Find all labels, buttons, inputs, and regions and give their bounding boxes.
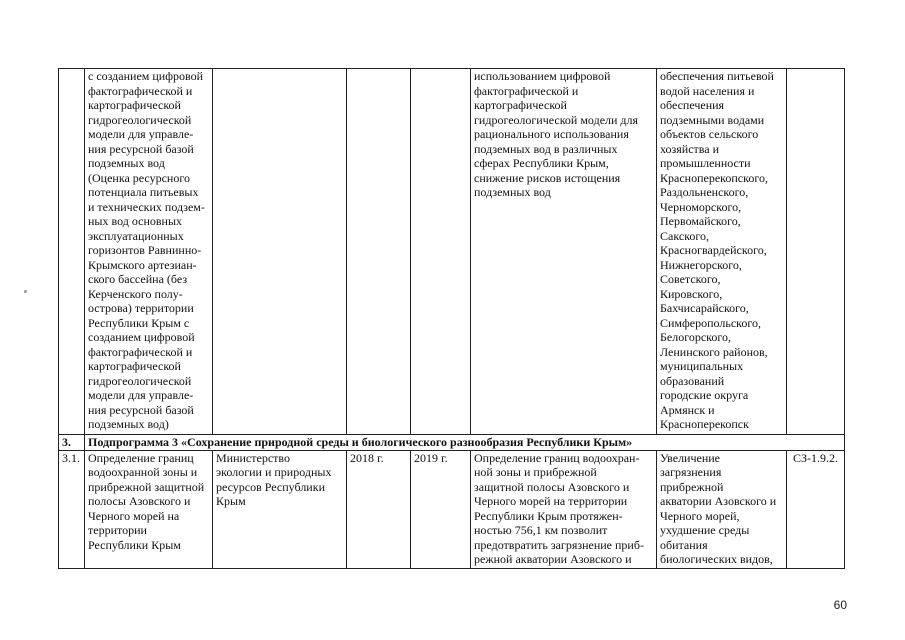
cell-num: 3.1. — [59, 450, 85, 568]
cell-indicator — [787, 69, 845, 435]
table-row — [59, 69, 845, 435]
cell-executor — [213, 69, 347, 435]
cell-start — [347, 69, 411, 435]
page-number: 60 — [833, 598, 847, 612]
cell-consequence: Увеличение загрязнения прибрежной акватории Азовского и Черного морей, ухудшение среды обитания биологических видов, — [657, 450, 787, 568]
cell-end — [411, 69, 471, 435]
table-row — [59, 450, 845, 568]
cell-start: 2018 г. — [347, 450, 411, 568]
program-measures-table — [58, 68, 845, 569]
scan-speck — [24, 290, 27, 293]
cell-executor: Министерство экологии и природных ресурсов Республики Крым — [213, 450, 347, 568]
cell-end: 2019 г. — [411, 450, 471, 568]
cell-expected-result: Определение границ водоохран- ной зоны и прибрежной защитной полосы Азовского и Черного морей на территории Республики Крым протяжен- ностью 756,1 км позволит предотвратить загрязнение приб- режной акватории Азовского и — [471, 450, 657, 568]
cell-num — [59, 69, 85, 435]
subprogram-row — [59, 435, 845, 451]
cell-measure-name: с созданием цифровой фактографической и картографической гидрогеологической модели для управле- ния ресурсной базой подземных вод (Оценка ресурсного потенциала питьевых и технических подзем- ных вод основных эксплуатационных горизонтов Равнинно- Крымского артезиан- ского бассейна (без Керченского полу- острова) территории Республики Крым с созданием цифровой фактографической и картографической гидрогеологической модели для управле- ния ресурсной базой подземных вод) — [85, 69, 213, 435]
subprogram-title: Подпрограмма 3 «Сохранение природной среды и биологического разнообразия Республики Крым» — [85, 435, 845, 451]
cell-consequence: обеспечения питьевой водой населения и обеспечения подземными водами объектов сельского хозяйства и промышленности Красноперекопского, Раздольненского, Черноморского, Первомайского, Сакского, Красногвардейского, Нижнегорского, Советского, Кировского, Бахчисарайского, Симферопольского, Белогорского, Ленинского районов, муниципальных образований городские округа Армянск и Красноперекопск — [657, 69, 787, 435]
cell-indicator: СЗ-1.9.2. — [787, 450, 845, 568]
cell-measure-name: Определение границ водоохранной зоны и прибрежной защитной полосы Азовского и Черного морей на территории Республики Крым — [85, 450, 213, 568]
cell-num: 3. — [59, 435, 85, 451]
cell-expected-result: использованием цифровой фактографической и картографической гидрогеологической модели для рационального использования подземных вод в различных сферах Республики Крым, снижение рисков истощения подземных вод — [471, 69, 657, 435]
